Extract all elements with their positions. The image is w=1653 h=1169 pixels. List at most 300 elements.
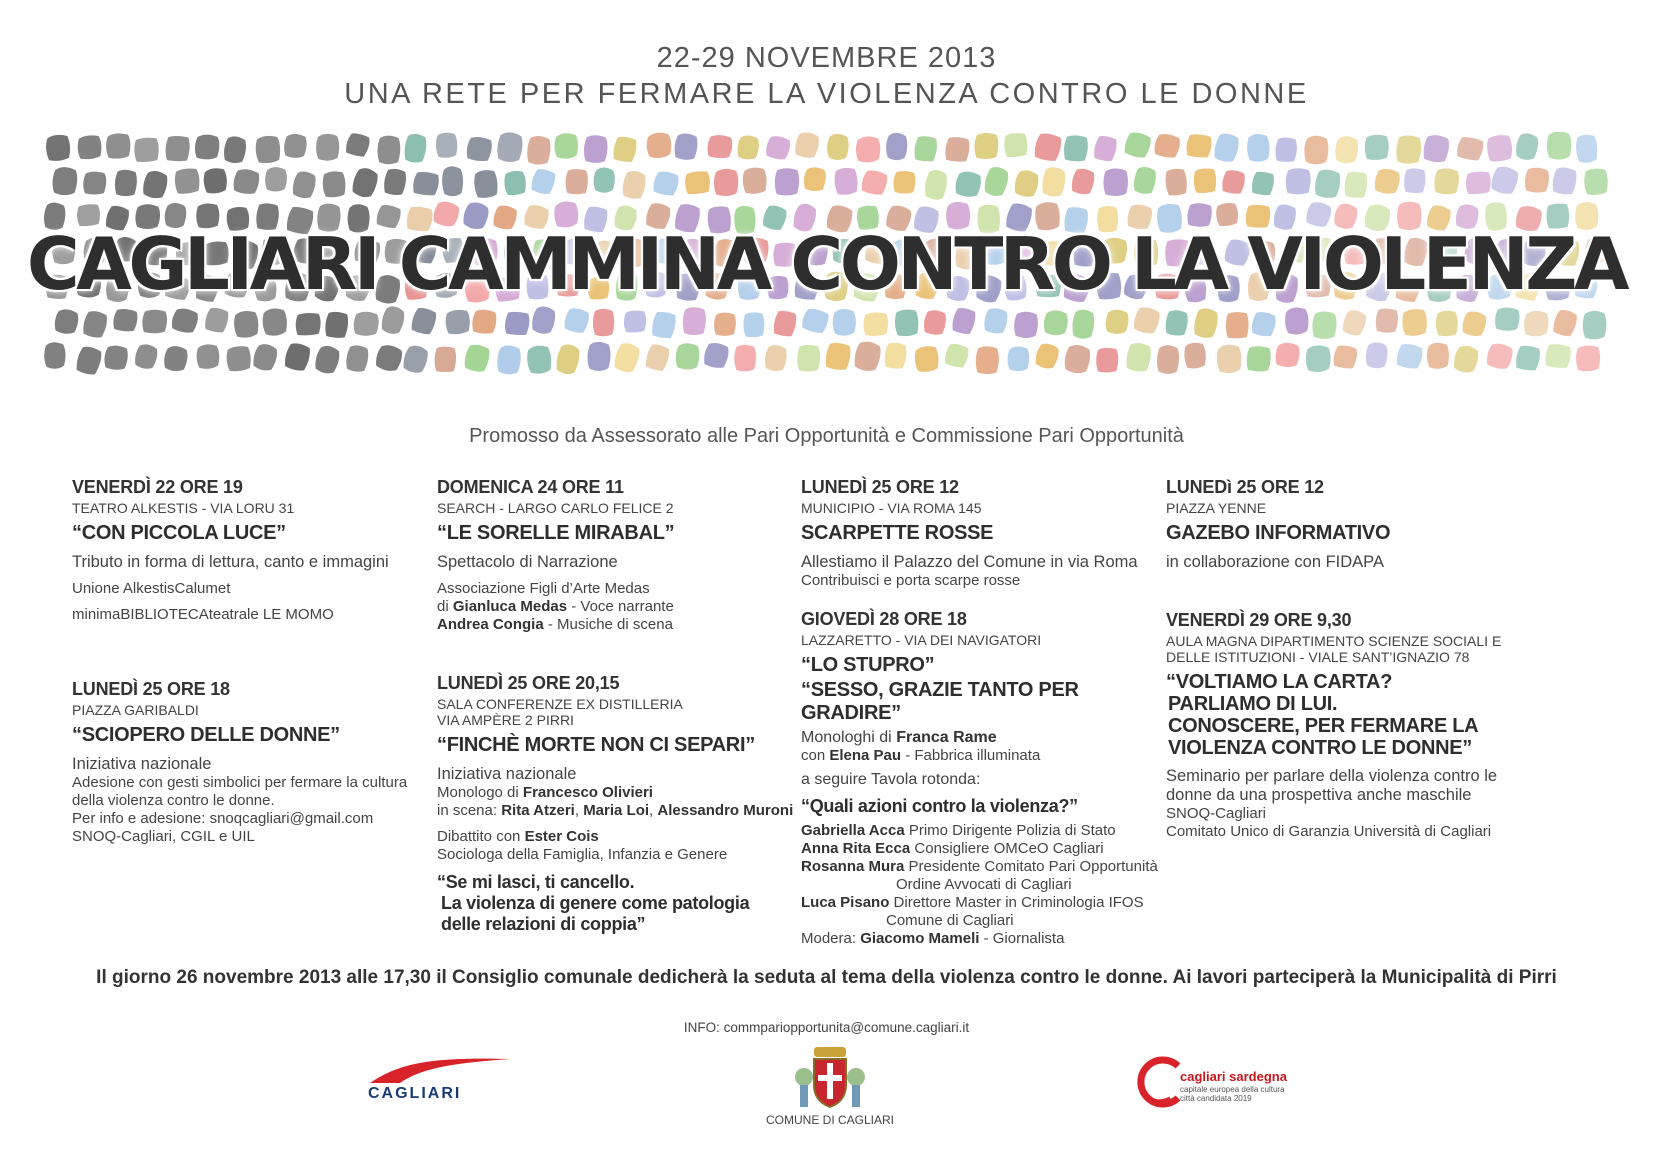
event-quote: delle relazioni di coppia” bbox=[441, 914, 646, 934]
event-place: DELLE ISTITUZIONI - VIALE SANT’IGNAZIO 78 bbox=[1166, 649, 1470, 665]
mosaic-stone bbox=[434, 346, 457, 373]
mosaic-stone bbox=[404, 134, 426, 163]
mosaic-stone bbox=[675, 343, 700, 370]
mosaic-stone bbox=[314, 344, 341, 375]
mosaic-stone bbox=[194, 343, 221, 371]
mosaic-stone bbox=[563, 307, 590, 334]
mosaic-stone bbox=[76, 133, 104, 160]
mosaic-stone bbox=[796, 344, 821, 372]
column-3 bbox=[801, 478, 1161, 966]
event-organizer: Comitato Unico di Garanzia Università di Cagliari bbox=[1166, 823, 1492, 840]
mosaic-stone bbox=[1525, 168, 1549, 193]
mosaic-stone bbox=[1095, 347, 1119, 374]
mosaic-stone bbox=[1574, 344, 1601, 372]
mosaic-stone bbox=[1582, 167, 1609, 197]
mosaic-stone bbox=[1285, 167, 1312, 195]
mosaic-stone bbox=[284, 342, 312, 372]
event-title: “FINCHÈ MORTE NON CI SEPARI” bbox=[437, 734, 755, 756]
mosaic-stone bbox=[292, 170, 317, 199]
event-place: TEATRO ALKESTIS - VIA LORU 31 bbox=[72, 500, 295, 516]
mosaic-stone bbox=[1345, 172, 1368, 198]
mosaic-stone bbox=[1374, 168, 1401, 195]
mosaic-stone bbox=[164, 346, 188, 372]
mosaic-stone bbox=[1102, 167, 1129, 197]
mosaic-stone bbox=[565, 168, 589, 195]
event-sciopero-delle-donne bbox=[72, 680, 432, 846]
event-scarpette-rosse bbox=[801, 478, 1161, 590]
event-quote: La violenza di genere come patologia bbox=[441, 893, 750, 913]
mosaic-stone bbox=[104, 346, 127, 370]
mosaic-stone bbox=[1064, 344, 1091, 374]
mosaic-stone bbox=[774, 167, 801, 196]
event-title: “SCIOPERO DELLE DONNE” bbox=[72, 724, 340, 746]
mosaic-stone bbox=[260, 306, 289, 337]
event-day: LUNEDì 25 ORE 12 bbox=[1166, 477, 1324, 497]
mosaic-stone bbox=[1396, 135, 1421, 164]
mosaic-stone bbox=[861, 169, 889, 196]
mosaic-stone bbox=[1251, 171, 1274, 196]
mosaic-stone bbox=[377, 135, 402, 165]
mosaic-stone bbox=[1552, 308, 1578, 337]
mosaic-stone bbox=[644, 132, 673, 160]
mosaic-stone bbox=[345, 132, 371, 158]
mosaic-stone bbox=[1006, 345, 1030, 372]
mosaic-stone bbox=[854, 135, 882, 164]
mosaic-stone bbox=[712, 168, 739, 198]
mosaic-stone bbox=[113, 308, 138, 331]
mosaic-stone bbox=[884, 342, 906, 369]
event-lo-stupro bbox=[801, 610, 1161, 948]
event-place: VIA AMPÈRE 2 PIRRI bbox=[437, 712, 574, 728]
event-voltiamo-la-carta bbox=[1166, 611, 1526, 841]
mosaic-stone bbox=[945, 137, 970, 162]
mosaic-stone bbox=[1515, 133, 1538, 161]
event-detail: Contribuisci e porta scarpe rosse bbox=[801, 572, 1021, 589]
panelist: Rosanna Mura Presidente Comitato Pari Opportunità bbox=[801, 858, 1158, 875]
mosaic-stone bbox=[794, 132, 820, 159]
mosaic-stone bbox=[651, 311, 676, 339]
event-place: MUNICIPIO - VIA ROMA 145 bbox=[801, 500, 982, 516]
mosaic-stone bbox=[1013, 311, 1038, 338]
mosaic-stone bbox=[1044, 310, 1069, 336]
mosaic-stone bbox=[914, 136, 937, 162]
mosaic-stone bbox=[204, 307, 229, 334]
mosaic-stone bbox=[1002, 132, 1029, 159]
mosaic-stone bbox=[924, 310, 947, 335]
mosaic-stone bbox=[1222, 170, 1246, 195]
event-title: “SESSO, GRAZIE TANTO PER GRADIRE” bbox=[801, 679, 1079, 724]
mosaic-stone bbox=[973, 132, 999, 160]
event-day: VENERDÌ 29 ORE 9,30 bbox=[1166, 610, 1352, 630]
mosaic-stone bbox=[1163, 167, 1189, 197]
event-organizer: SNOQ-Cagliari bbox=[1166, 805, 1267, 822]
event-detail: della violenza contro le donne. bbox=[72, 792, 275, 809]
mosaic-stone bbox=[530, 168, 556, 196]
event-title: CONOSCERE, PER FERMARE LA bbox=[1168, 715, 1479, 737]
mosaic-stone bbox=[1581, 310, 1608, 341]
mosaic-stone bbox=[1312, 311, 1338, 340]
panelist-role: Ordine Avvocati di Cagliari bbox=[896, 876, 1072, 893]
mosaic-stone bbox=[1064, 135, 1088, 161]
event-title: “VOLTIAMO LA CARTA? bbox=[1166, 671, 1393, 693]
mosaic-stone bbox=[683, 170, 711, 196]
mosaic-stone bbox=[1434, 168, 1459, 194]
mosaic-stone bbox=[801, 307, 830, 335]
event-place: PIAZZA GARIBALDI bbox=[72, 702, 199, 718]
mosaic-stone bbox=[1314, 169, 1340, 199]
event-description: Iniziativa nazionale bbox=[72, 755, 212, 773]
mosaic-stone bbox=[1462, 310, 1488, 337]
mosaic-stone bbox=[1341, 308, 1367, 337]
mosaic-stone bbox=[553, 132, 580, 160]
mosaic-stone bbox=[466, 136, 492, 161]
mosaic-stone bbox=[1156, 345, 1180, 375]
mosaic-stone bbox=[321, 170, 348, 199]
mosaic-stone bbox=[440, 165, 465, 197]
event-place: SALA CONFERENZE EX DISTILLERIA bbox=[437, 696, 683, 712]
mosaic-stone bbox=[82, 310, 108, 339]
event-title: “CON PICCOLA LUCE” bbox=[72, 522, 286, 544]
mosaic-stone bbox=[464, 344, 491, 373]
event-day: VENERDÌ 22 ORE 19 bbox=[72, 477, 243, 497]
mosaic-stone bbox=[1132, 306, 1161, 335]
column-1 bbox=[72, 478, 432, 864]
event-debate-role: Sociologa della Famiglia, Infanzia e Genere bbox=[437, 846, 728, 863]
event-description: Spettacolo di Narrazione bbox=[437, 553, 618, 571]
mosaic-stone bbox=[232, 309, 261, 340]
mosaic-stone bbox=[1133, 166, 1156, 194]
mosaic-stone bbox=[983, 166, 1009, 198]
mosaic-stone bbox=[1042, 167, 1066, 197]
mosaic-stone bbox=[1495, 307, 1520, 331]
mosaic-stone bbox=[682, 307, 706, 336]
event-contact: Per info e adesione: snoqcagliari@gmail.com bbox=[72, 810, 374, 827]
event-title: “LO STUPRO” bbox=[801, 654, 935, 676]
promoted-by: Promosso da Assessorato alle Pari Opportunità e Commissione Pari Opportunità bbox=[469, 425, 1184, 447]
mosaic-stone bbox=[653, 170, 680, 196]
panelist: Anna Rita Ecca Consigliere OMCeO Cagliari bbox=[801, 840, 1104, 857]
mosaic-stone bbox=[434, 132, 459, 159]
event-title: “LE SORELLE MIRABAL” bbox=[437, 522, 675, 544]
mosaic-stone bbox=[893, 170, 916, 194]
mosaic-stone bbox=[315, 133, 341, 162]
mosaic-stone bbox=[593, 167, 616, 194]
mosaic-stone bbox=[583, 135, 608, 163]
event-description: Allestiamo il Palazzo del Comune in via Roma bbox=[801, 553, 1138, 571]
mosaic-stone bbox=[1545, 344, 1571, 369]
cagliari-sardegna-subtitle: capitale europea della cultura città candidata 2019 bbox=[1180, 1085, 1285, 1103]
mosaic-stone bbox=[44, 341, 67, 370]
event-sorelle-mirabal bbox=[437, 478, 797, 634]
mosaic-stone bbox=[1225, 311, 1250, 339]
panelist: Gabriella Acca Primo Dirigente Polizia di Stato bbox=[801, 822, 1116, 839]
mosaic-stone bbox=[885, 132, 908, 160]
panelist: Luca Pisano Direttore Master in Criminologia IFOS bbox=[801, 894, 1144, 911]
mosaic-stone bbox=[1365, 342, 1388, 369]
comune-di-cagliari-label: COMUNE DI CAGLIARI bbox=[765, 1113, 894, 1127]
mosaic-stone bbox=[497, 132, 523, 162]
mosaic-stone bbox=[1486, 342, 1514, 370]
moderator: Modera: Giacomo Mameli - Giornalista bbox=[801, 930, 1065, 947]
event-description: Seminario per parlare della violenza contro le bbox=[1166, 767, 1498, 785]
mosaic-stone bbox=[295, 312, 322, 337]
mosaic-stone bbox=[1363, 133, 1390, 161]
mosaic-stone bbox=[142, 170, 168, 200]
mosaic-stone bbox=[133, 136, 161, 163]
mosaic-stone bbox=[346, 345, 369, 373]
mosaic-stone bbox=[1523, 310, 1550, 338]
event-title: GAZEBO INFORMATIVO bbox=[1166, 522, 1391, 544]
event-description: donne da una prospettiva anche maschile bbox=[1166, 786, 1472, 804]
mosaic-stone bbox=[375, 344, 404, 373]
mosaic-stone bbox=[1034, 132, 1063, 162]
mosaic-stone bbox=[83, 171, 108, 195]
mosaic-stone bbox=[104, 132, 132, 160]
mosaic-stone bbox=[645, 343, 671, 372]
mosaic-stone bbox=[1425, 341, 1451, 370]
event-place: LAZZARETTO - VIA DEI NAVIGATORI bbox=[801, 632, 1042, 648]
mosaic-stone bbox=[831, 308, 858, 338]
mosaic-stone bbox=[1456, 136, 1484, 161]
event-detail: Adesione con gesti simbolici per fermare la cultura bbox=[72, 774, 408, 791]
mosaic-stone bbox=[194, 134, 220, 160]
mosaic-stone bbox=[527, 136, 550, 165]
mosaic-stone bbox=[384, 168, 407, 195]
event-title: SCARPETTE ROSSE bbox=[801, 522, 994, 544]
mosaic-stone bbox=[713, 312, 737, 337]
mosaic-stone bbox=[984, 308, 1008, 335]
mosaic-stone bbox=[1396, 343, 1424, 370]
mosaic-stone bbox=[1404, 168, 1426, 193]
event-debate: Dibattito con Ester Cois bbox=[437, 828, 599, 845]
column-2 bbox=[437, 478, 797, 953]
mosaic-stone bbox=[592, 308, 616, 337]
mosaic-stone bbox=[1245, 132, 1272, 163]
mosaic-stone bbox=[622, 170, 646, 199]
event-organizer: Unione AlkestisCalumet bbox=[72, 580, 231, 597]
mosaic-stone bbox=[497, 345, 521, 374]
mosaic-stone bbox=[165, 136, 190, 162]
event-performer: Andrea Congia - Musiche di scena bbox=[437, 616, 673, 633]
event-description: in collaborazione con FIDAPA bbox=[1166, 553, 1384, 571]
mosaic-stone bbox=[284, 134, 307, 159]
mosaic-stone bbox=[1246, 346, 1271, 372]
mosaic-stone bbox=[1154, 133, 1181, 159]
mosaic-stone bbox=[1423, 134, 1450, 163]
mosaic-stone bbox=[703, 342, 729, 369]
roundtable-title: “Quali azioni contro la violenza?” bbox=[801, 796, 1078, 816]
mosaic-stone bbox=[1034, 342, 1060, 370]
mosaic-stone bbox=[381, 305, 406, 335]
mosaic-stone bbox=[75, 345, 102, 376]
mosaic-stone bbox=[944, 343, 970, 369]
mosaic-stone bbox=[765, 135, 791, 161]
event-cast: in scena: Rita Atzeri, Maria Loi, Alessandro Muroni bbox=[437, 802, 794, 819]
mosaic-stone bbox=[171, 307, 199, 334]
mosaic-stone bbox=[893, 308, 920, 338]
mosaic-stone bbox=[1464, 170, 1492, 195]
mosaic-stone bbox=[252, 343, 278, 372]
mosaic-stone bbox=[742, 311, 766, 338]
mosaic-stone bbox=[505, 312, 530, 335]
mosaic-stone bbox=[613, 136, 637, 163]
event-performer: di Gianluca Medas - Voce narrante bbox=[437, 598, 674, 615]
cagliari-logo-text: CAGLIARI bbox=[368, 1085, 462, 1102]
mosaic-stone bbox=[525, 343, 554, 375]
mosaic-stone bbox=[134, 343, 158, 370]
event-gazebo bbox=[1166, 478, 1526, 572]
mosaic-stone bbox=[351, 166, 379, 199]
mosaic-stone bbox=[1515, 345, 1540, 371]
mosaic-stone bbox=[444, 308, 473, 336]
mosaic-stone bbox=[1574, 133, 1600, 165]
event-day: LUNEDÌ 25 ORE 20,15 bbox=[437, 673, 620, 693]
mosaic-stone bbox=[233, 168, 260, 194]
event-subtitle: UNA RETE PER FERMARE LA VIOLENZA CONTRO LE DONNE bbox=[344, 78, 1309, 110]
mosaic-stone bbox=[1333, 345, 1358, 370]
mosaic-stone bbox=[253, 134, 282, 165]
mosaic-stone bbox=[1375, 308, 1398, 333]
mosaic-stone bbox=[1093, 135, 1117, 162]
event-con-piccola-luce bbox=[72, 478, 432, 624]
mosaic-stone bbox=[1251, 311, 1276, 337]
coat-of-arms-icon bbox=[790, 1043, 870, 1111]
mosaic-stone bbox=[402, 344, 429, 374]
mosaic-stone bbox=[707, 135, 732, 158]
mosaic-stone bbox=[325, 312, 348, 338]
mosaic-stone bbox=[1213, 132, 1240, 163]
event-place: PIAZZA YENNE bbox=[1166, 500, 1267, 516]
event-organizer: minimaBIBLIOTECAteatrale LE MOMO bbox=[72, 606, 334, 623]
event-day: GIOVEDÌ 28 ORE 18 bbox=[801, 609, 967, 629]
event-monologue: Monologhi di Franca Rame bbox=[801, 729, 997, 746]
mosaic-stone bbox=[1123, 132, 1152, 159]
column-4 bbox=[1166, 478, 1526, 859]
mosaic-stone bbox=[765, 345, 787, 372]
mosaic-stone bbox=[737, 135, 758, 159]
mosaic-stone bbox=[44, 133, 72, 163]
mosaic-stone bbox=[201, 166, 229, 195]
mosaic-stone bbox=[1215, 343, 1244, 375]
mosaic-stone bbox=[114, 169, 137, 196]
mosaic-stone bbox=[1490, 165, 1520, 196]
mosaic-stone bbox=[1193, 307, 1218, 338]
mosaic-stone bbox=[622, 309, 647, 334]
mosaic-stone bbox=[531, 305, 556, 334]
mosaic-stone bbox=[1105, 309, 1128, 334]
mosaic-stone bbox=[1304, 344, 1332, 374]
mosaic-stone bbox=[1335, 136, 1358, 163]
mosaic-stone bbox=[1485, 133, 1514, 163]
event-performer: con Elena Pau - Fabbrica illuminata bbox=[801, 747, 1041, 764]
mosaic-stone bbox=[52, 167, 78, 196]
event-organizer: Associazione Figli d’Arte Medas bbox=[437, 580, 650, 597]
mosaic-stone bbox=[832, 166, 860, 197]
mosaic-stone bbox=[1275, 343, 1299, 368]
event-dates: 22-29 NOVEMBRE 2013 bbox=[656, 42, 997, 74]
cagliari-logo-swoosh bbox=[360, 1055, 520, 1087]
mosaic-stone bbox=[741, 166, 769, 196]
mosaic-stone bbox=[733, 344, 757, 372]
mosaic-stone bbox=[410, 306, 437, 335]
mosaic-stone bbox=[862, 311, 889, 337]
mosaic-stone bbox=[1453, 344, 1480, 374]
mosaic-stone bbox=[54, 309, 78, 334]
mosaic-stone bbox=[353, 311, 379, 336]
info-email: INFO: commpariopportunita@comune.cagliari.it bbox=[683, 1020, 970, 1035]
mosaic-stone bbox=[1303, 135, 1329, 165]
event-title: PARLIAMO DI LUI. bbox=[1168, 693, 1338, 715]
mosaic-stone bbox=[413, 171, 440, 195]
mosaic-stone bbox=[825, 342, 851, 370]
mosaic-stone bbox=[773, 310, 797, 337]
mosaic-stone bbox=[1014, 169, 1040, 197]
event-monologue: Monologo di Francesco Olivieri bbox=[437, 784, 653, 801]
mosaic-stone bbox=[555, 343, 580, 375]
mosaic-stone bbox=[224, 136, 247, 164]
mosaic-stone bbox=[613, 341, 641, 374]
mosaic-stone bbox=[1434, 309, 1459, 337]
event-day: DOMENICA 24 ORE 11 bbox=[437, 477, 624, 497]
event-place: SEARCH - LARGO CARLO FELICE 2 bbox=[437, 500, 674, 516]
mosaic-stone bbox=[1072, 310, 1094, 339]
mosaic-stone bbox=[975, 346, 1000, 375]
mosaic-stone bbox=[224, 344, 253, 373]
mosaic-stone bbox=[472, 168, 500, 200]
mosaic-stone bbox=[951, 307, 976, 335]
mosaic-stone bbox=[1186, 134, 1212, 158]
mosaic-stone bbox=[264, 166, 288, 192]
mosaic-stone bbox=[826, 133, 849, 160]
main-title: CAGLIARI CAMMINA CONTRO LA VIOLENZA bbox=[26, 222, 1627, 306]
event-organizer: SNOQ-Cagliari, CGIL e UIL bbox=[72, 828, 255, 845]
mosaic-stone bbox=[1545, 132, 1573, 161]
mosaic-stone bbox=[1552, 167, 1577, 195]
mosaic-stone bbox=[1071, 168, 1095, 195]
event-title: VIOLENZA CONTRO LE DONNE” bbox=[1168, 737, 1472, 759]
mosaic-stone bbox=[1192, 167, 1218, 194]
event-description: Tributo in forma di lettura, canto e immagini bbox=[72, 553, 389, 571]
mosaic-stone bbox=[804, 167, 826, 191]
event-description: Iniziativa nazionale bbox=[437, 765, 577, 783]
mosaic-stone bbox=[1283, 306, 1311, 337]
mosaic-stone bbox=[1166, 310, 1188, 336]
mosaic-stone bbox=[587, 341, 612, 372]
event-day: LUNEDÌ 25 ORE 18 bbox=[72, 679, 230, 699]
mosaic-stone bbox=[924, 169, 947, 200]
mosaic-stone bbox=[502, 169, 528, 197]
mosaic-stone bbox=[955, 171, 982, 198]
mosaic-stone bbox=[472, 309, 496, 334]
event-follow: a seguire Tavola rotonda: bbox=[801, 771, 981, 788]
event-day: LUNEDÌ 25 ORE 12 bbox=[801, 477, 959, 497]
mosaic-stone bbox=[142, 309, 168, 334]
cagliari-sardegna-name: cagliari sardegna bbox=[1180, 1069, 1287, 1084]
mosaic-stone bbox=[854, 340, 882, 372]
panelist-role: Comune di Cagliari bbox=[886, 912, 1014, 929]
mosaic-stone bbox=[674, 133, 697, 160]
mosaic-stone bbox=[173, 167, 202, 196]
event-place: AULA MAGNA DIPARTIMENTO SCIENZE SOCIALI E bbox=[1166, 633, 1502, 649]
event-quote: “Se mi lasci, ti cancello. bbox=[437, 872, 635, 892]
mosaic-stone bbox=[912, 344, 941, 374]
mosaic-stone bbox=[1275, 137, 1297, 162]
event-finche-morte bbox=[437, 674, 797, 935]
mosaic-stone bbox=[1126, 342, 1152, 372]
mosaic-stone bbox=[1182, 341, 1208, 370]
council-note: Il giorno 26 novembre 2013 alle 17,30 il Consiglio comunale dedicherà la seduta al tema della violenza contro le donne. Ai lavori parteciperà la Municipalità di Pirri bbox=[96, 967, 1557, 988]
mosaic-stone bbox=[1400, 307, 1429, 337]
